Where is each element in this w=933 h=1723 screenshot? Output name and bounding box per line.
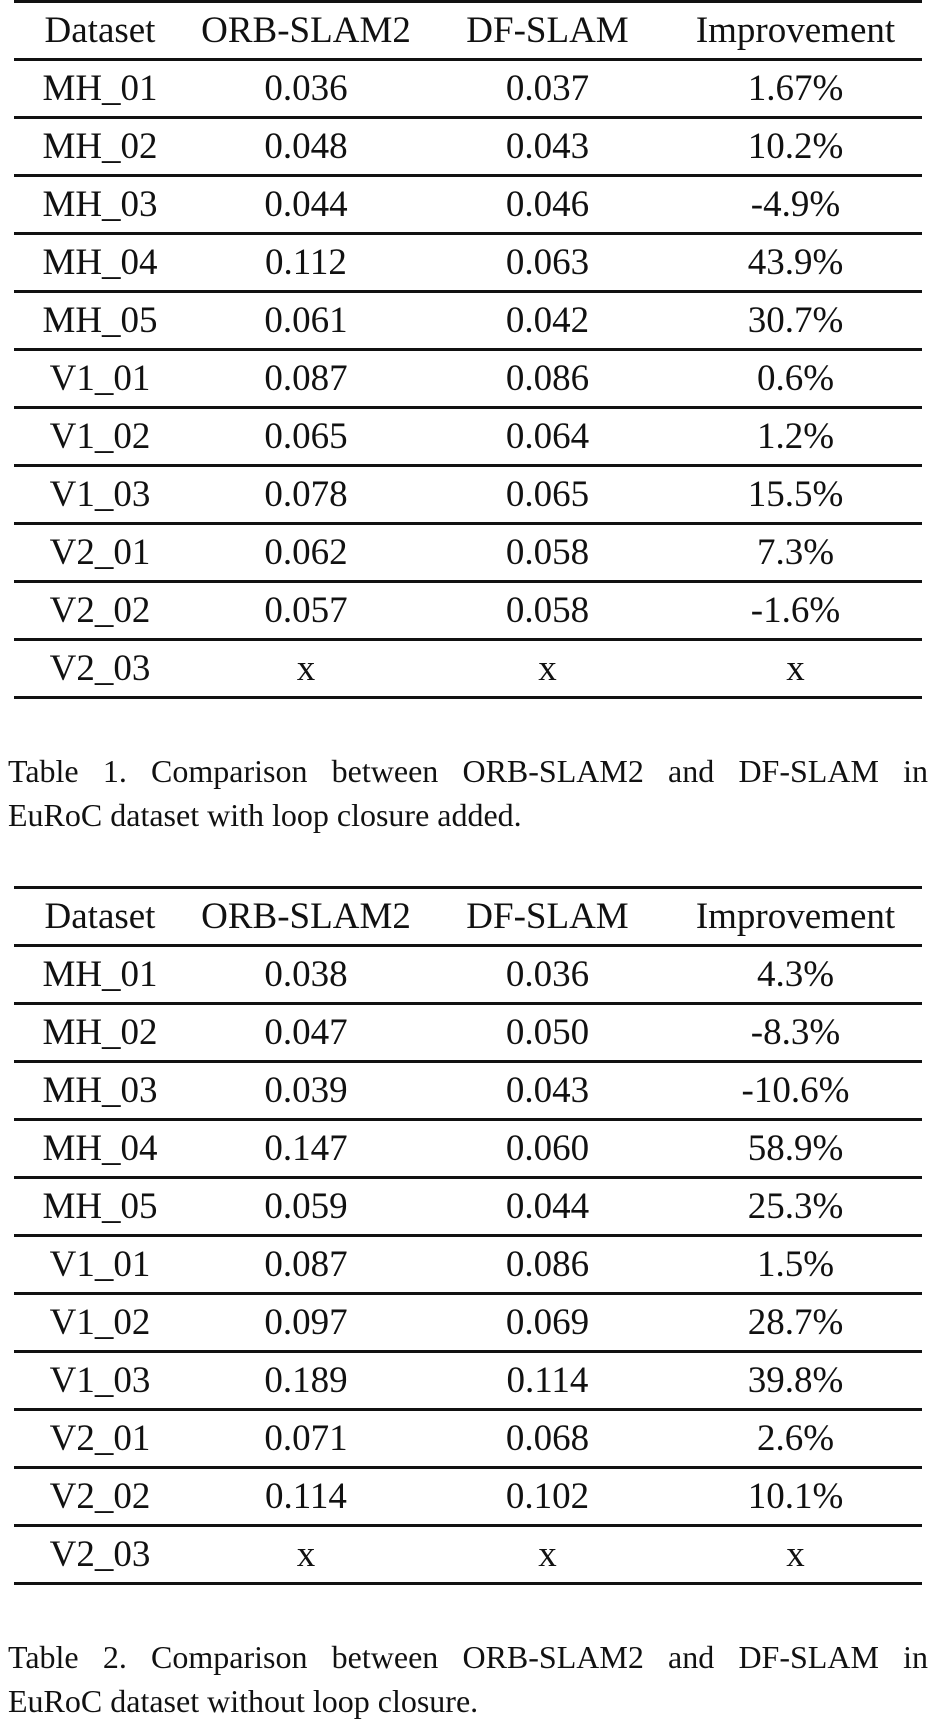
table-row (14, 1062, 922, 1120)
results-table-1 (14, 0, 922, 699)
improvement-cell: 39.8% (669, 1352, 922, 1410)
table-row (14, 1120, 922, 1178)
dataset-cell: V1_02 (14, 408, 186, 466)
table-row (14, 118, 922, 176)
table-row (14, 1352, 922, 1410)
table-1-body (14, 60, 922, 698)
dataset-cell: MH_01 (14, 60, 186, 118)
orb-slam2-cell: 0.057 (186, 582, 426, 640)
df-slam-cell: 0.114 (426, 1352, 669, 1410)
df-slam-cell: 0.058 (426, 524, 669, 582)
table-1-caption (8, 749, 928, 837)
table-row (14, 466, 922, 524)
dataset-cell: V1_02 (14, 1294, 186, 1352)
column-header-df-slam: DF-SLAM (426, 888, 669, 946)
dataset-cell: V2_02 (14, 582, 186, 640)
df-slam-cell: 0.064 (426, 408, 669, 466)
table-header-row (14, 888, 922, 946)
column-header-dataset: Dataset (14, 2, 186, 60)
improvement-cell: 10.1% (669, 1468, 922, 1526)
improvement-cell: -8.3% (669, 1004, 922, 1062)
table-row (14, 408, 922, 466)
df-slam-cell: 0.050 (426, 1004, 669, 1062)
dataset-cell: V2_02 (14, 1468, 186, 1526)
improvement-cell: -1.6% (669, 582, 922, 640)
table-row (14, 1236, 922, 1294)
table-row (14, 176, 922, 234)
improvement-cell: 1.2% (669, 408, 922, 466)
orb-slam2-cell: 0.189 (186, 1352, 426, 1410)
orb-slam2-cell: 0.047 (186, 1004, 426, 1062)
df-slam-cell: 0.037 (426, 60, 669, 118)
df-slam-cell: 0.086 (426, 1236, 669, 1294)
table-2-caption (8, 1635, 928, 1723)
caption-line: Table 2. Comparison between ORB-SLAM2 and DF-SLAM in (8, 1639, 928, 1675)
orb-slam2-cell: x (186, 640, 426, 698)
table-1-block (0, 0, 933, 833)
table-row (14, 640, 922, 698)
dataset-cell: V1_01 (14, 350, 186, 408)
table-2-block (0, 886, 933, 1719)
orb-slam2-cell: 0.038 (186, 946, 426, 1004)
improvement-cell: 0.6% (669, 350, 922, 408)
dataset-cell: V2_03 (14, 1526, 186, 1584)
table-row (14, 292, 922, 350)
df-slam-cell: 0.058 (426, 582, 669, 640)
improvement-cell: 10.2% (669, 118, 922, 176)
table-row (14, 60, 922, 118)
table-row (14, 1294, 922, 1352)
table-2-body (14, 946, 922, 1584)
improvement-cell: 30.7% (669, 292, 922, 350)
dataset-cell: MH_01 (14, 946, 186, 1004)
df-slam-cell: 0.086 (426, 350, 669, 408)
improvement-cell: x (669, 1526, 922, 1584)
orb-slam2-cell: 0.078 (186, 466, 426, 524)
improvement-cell: 4.3% (669, 946, 922, 1004)
df-slam-cell: 0.044 (426, 1178, 669, 1236)
df-slam-cell: 0.065 (426, 466, 669, 524)
orb-slam2-cell: 0.112 (186, 234, 426, 292)
df-slam-cell: 0.036 (426, 946, 669, 1004)
df-slam-cell: 0.046 (426, 176, 669, 234)
dataset-cell: V1_01 (14, 1236, 186, 1294)
df-slam-cell: x (426, 1526, 669, 1584)
improvement-cell: 15.5% (669, 466, 922, 524)
dataset-cell: MH_05 (14, 292, 186, 350)
df-slam-cell: x (426, 640, 669, 698)
orb-slam2-cell: 0.114 (186, 1468, 426, 1526)
dataset-cell: MH_03 (14, 1062, 186, 1120)
orb-slam2-cell: 0.097 (186, 1294, 426, 1352)
orb-slam2-cell: x (186, 1526, 426, 1584)
orb-slam2-cell: 0.147 (186, 1120, 426, 1178)
improvement-cell: 2.6% (669, 1410, 922, 1468)
orb-slam2-cell: 0.071 (186, 1410, 426, 1468)
table-row (14, 1526, 922, 1584)
results-table-2 (14, 886, 922, 1585)
improvement-cell: -10.6% (669, 1062, 922, 1120)
column-header-dataset: Dataset (14, 888, 186, 946)
orb-slam2-cell: 0.036 (186, 60, 426, 118)
orb-slam2-cell: 0.062 (186, 524, 426, 582)
dataset-cell: V1_03 (14, 1352, 186, 1410)
dataset-cell: V2_01 (14, 524, 186, 582)
orb-slam2-cell: 0.087 (186, 1236, 426, 1294)
improvement-cell: x (669, 640, 922, 698)
column-header-improvement: Improvement (669, 888, 922, 946)
caption-line: EuRoC dataset without loop closure. (8, 1683, 479, 1719)
improvement-cell: -4.9% (669, 176, 922, 234)
table-header-row (14, 2, 922, 60)
orb-slam2-cell: 0.048 (186, 118, 426, 176)
dataset-cell: MH_04 (14, 234, 186, 292)
df-slam-cell: 0.069 (426, 1294, 669, 1352)
improvement-cell: 1.67% (669, 60, 922, 118)
improvement-cell: 58.9% (669, 1120, 922, 1178)
df-slam-cell: 0.068 (426, 1410, 669, 1468)
table-row (14, 234, 922, 292)
dataset-cell: MH_04 (14, 1120, 186, 1178)
dataset-cell: MH_05 (14, 1178, 186, 1236)
table-row (14, 1004, 922, 1062)
dataset-cell: V2_03 (14, 640, 186, 698)
orb-slam2-cell: 0.087 (186, 350, 426, 408)
dataset-cell: MH_02 (14, 1004, 186, 1062)
df-slam-cell: 0.042 (426, 292, 669, 350)
improvement-cell: 43.9% (669, 234, 922, 292)
caption-line: Table 1. Comparison between ORB-SLAM2 and DF-SLAM in (8, 753, 928, 789)
column-header-improvement: Improvement (669, 2, 922, 60)
df-slam-cell: 0.060 (426, 1120, 669, 1178)
dataset-cell: V2_01 (14, 1410, 186, 1468)
orb-slam2-cell: 0.044 (186, 176, 426, 234)
table-row (14, 946, 922, 1004)
df-slam-cell: 0.063 (426, 234, 669, 292)
improvement-cell: 25.3% (669, 1178, 922, 1236)
orb-slam2-cell: 0.065 (186, 408, 426, 466)
table-row (14, 1178, 922, 1236)
df-slam-cell: 0.102 (426, 1468, 669, 1526)
column-header-orb-slam2: ORB-SLAM2 (186, 2, 426, 60)
improvement-cell: 7.3% (669, 524, 922, 582)
table-row (14, 1410, 922, 1468)
column-header-df-slam: DF-SLAM (426, 2, 669, 60)
orb-slam2-cell: 0.061 (186, 292, 426, 350)
improvement-cell: 1.5% (669, 1236, 922, 1294)
dataset-cell: V1_03 (14, 466, 186, 524)
table-row (14, 524, 922, 582)
orb-slam2-cell: 0.059 (186, 1178, 426, 1236)
table-row (14, 582, 922, 640)
improvement-cell: 28.7% (669, 1294, 922, 1352)
dataset-cell: MH_03 (14, 176, 186, 234)
column-header-orb-slam2: ORB-SLAM2 (186, 888, 426, 946)
df-slam-cell: 0.043 (426, 118, 669, 176)
caption-line: EuRoC dataset with loop closure added. (8, 797, 522, 833)
df-slam-cell: 0.043 (426, 1062, 669, 1120)
table-row (14, 1468, 922, 1526)
orb-slam2-cell: 0.039 (186, 1062, 426, 1120)
dataset-cell: MH_02 (14, 118, 186, 176)
table-row (14, 350, 922, 408)
